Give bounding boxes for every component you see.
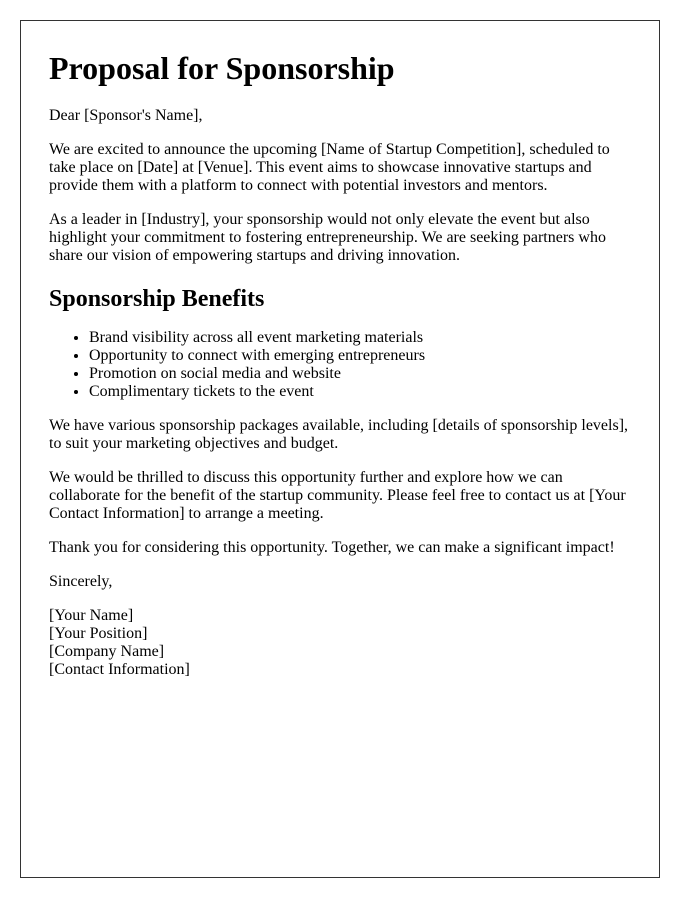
intro-paragraph: We are excited to announce the upcoming [Name of Startup Competition], scheduled to take place on [Date] at [Venue]. This event aims to showcase innovative startups and provide them with a platform to connect with potential investors and mentors. (49, 141, 610, 194)
leader-paragraph: As a leader in [Industry], your sponsorship would not only elevate the event but also highlight your commitment to fostering entrepreneurship. We are seeking partners who share our vision of empowering startups and driving innovation. (49, 211, 606, 264)
salutation: Dear [Sponsor's Name], (49, 107, 203, 124)
signature-block (49, 607, 631, 679)
signature-name: [Your Name] (49, 607, 134, 624)
thanks-paragraph: Thank you for considering this opportunity. Together, we can make a significant impact! (49, 539, 615, 556)
discussion-paragraph: We would be thrilled to discuss this opportunity further and explore how we can collaborate for the benefit of the startup community. Please feel free to contact us at [Your Contact Information] to arrange a meeting. (49, 469, 626, 522)
benefit-item: • Complimentary tickets to the event (89, 383, 631, 401)
signature-position: [Your Position] (49, 625, 148, 642)
benefits-heading: Sponsorship Benefits (49, 286, 265, 312)
signoff: Sincerely, (49, 573, 113, 590)
letter-title: Proposal for Sponsorship (49, 50, 395, 86)
signature-company: [Company Name] (49, 643, 165, 660)
packages-paragraph: We have various sponsorship packages available, including [details of sponsorship levels], to suit your marketing objectives and budget. (49, 417, 629, 452)
signature-contact: [Contact Information] (49, 661, 190, 678)
benefit-item: • Opportunity to connect with emerging entrepreneurs (89, 347, 631, 365)
benefit-item: • Promotion on social media and website (89, 365, 631, 383)
benefits-list (49, 329, 631, 401)
benefit-item: • Brand visibility across all event marketing materials (89, 329, 631, 347)
letter-container (20, 20, 660, 878)
